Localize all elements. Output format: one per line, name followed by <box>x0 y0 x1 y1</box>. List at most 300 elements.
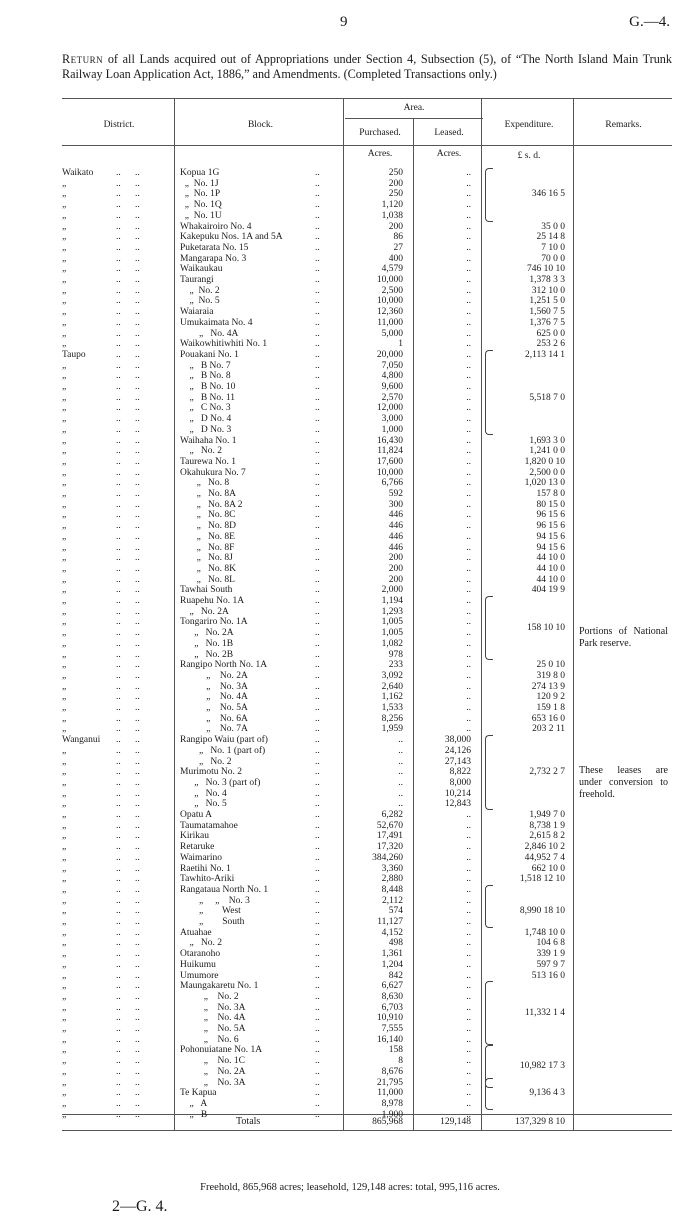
cell-dots2: .. <box>315 724 320 735</box>
expenditure-value: 94 15 6 <box>536 542 565 553</box>
expenditure-value: 312 10 0 <box>531 285 565 296</box>
cell-purchased: .. <box>398 788 403 799</box>
cell-block: Waiaraia <box>180 307 214 318</box>
cell-purchased: 8,256 <box>381 713 403 724</box>
cell-dots1: .. .. <box>116 628 140 639</box>
cell-leased: .. <box>466 232 471 243</box>
cell-purchased: 3,000 <box>381 414 403 425</box>
cell-dist: „ <box>62 307 67 318</box>
grouping-brace <box>485 1078 493 1110</box>
cell-dots1: .. .. <box>116 285 140 296</box>
cell-purchased: 17,320 <box>376 842 403 853</box>
cell-dots2: .. <box>315 467 320 478</box>
cell-leased: .. <box>466 414 471 425</box>
cell-dots2: .. <box>315 478 320 489</box>
cell-block: „ No. 3A <box>180 1077 246 1088</box>
cell-dots1: .. .. <box>116 788 140 799</box>
cell-purchased: 498 <box>388 938 403 949</box>
cell-block: Rangipo Waiu (part of) <box>180 735 268 746</box>
cell-dots1: .. .. <box>116 382 140 392</box>
cell-dist: „ <box>62 189 67 200</box>
cell-block: „ No. 8 <box>180 478 230 489</box>
table-row <box>62 607 672 618</box>
expenditure-value: 253 2 6 <box>536 339 565 350</box>
table-row <box>62 971 672 982</box>
cell-dots2: .. <box>315 949 320 960</box>
cell-leased: .. <box>466 927 471 938</box>
cell-dist: „ <box>62 296 67 307</box>
cell-dots1: .. .. <box>116 414 140 425</box>
expenditure-value: 5,518 7 0 <box>529 392 565 403</box>
cell-block: Tawhai South <box>180 585 233 596</box>
cell-leased: .. <box>466 392 471 403</box>
expenditure-value: 10,982 17 3 <box>519 1061 565 1072</box>
cell-leased: .. <box>466 574 471 585</box>
cell-dist: „ <box>62 649 67 660</box>
table-row <box>62 254 672 265</box>
units-acres-purchased: Acres. <box>367 149 393 159</box>
cell-dots2: .. <box>315 285 320 296</box>
cell-leased: .. <box>466 959 471 970</box>
table-row <box>62 521 672 532</box>
cell-leased: 38,000 <box>444 735 471 746</box>
cell-leased: .. <box>466 970 471 981</box>
cell-dots1: .. .. <box>116 767 140 778</box>
cell-dots2: .. <box>315 242 320 253</box>
totals-expenditure: 137,329 8 10 <box>515 1117 565 1128</box>
cell-dots1: .. .. <box>116 1024 140 1034</box>
table-row <box>62 906 672 917</box>
expenditure-value: 1,376 7 5 <box>529 317 565 328</box>
cell-dots1: .. .. <box>116 884 140 895</box>
cell-dots2: .. <box>315 649 320 660</box>
cell-purchased: 8,978 <box>381 1098 403 1109</box>
cell-dots2: .. <box>315 970 320 981</box>
cell-purchased: 200 <box>388 553 403 564</box>
cell-leased: .. <box>466 349 471 360</box>
expenditure-value: 44,952 7 4 <box>524 852 565 863</box>
expenditure-value: 2,500 0 0 <box>529 467 565 478</box>
cell-leased: .. <box>466 585 471 596</box>
table-row <box>62 243 672 254</box>
cell-dots2: .. <box>315 1109 320 1120</box>
cell-purchased: 16,430 <box>376 435 403 446</box>
cell-leased: .. <box>466 189 471 200</box>
cell-dots1: .. .. <box>116 435 140 446</box>
cell-dots2: .. <box>315 917 320 927</box>
cell-dist: „ <box>62 628 67 639</box>
cell-dots1: .. .. <box>116 1077 140 1088</box>
expenditure-value: 25 0 10 <box>536 660 565 671</box>
cell-dots1: .. .. <box>116 242 140 253</box>
cell-purchased: 446 <box>388 521 403 532</box>
area-subheader-rule <box>345 118 483 119</box>
cell-block: „ B No. 11 <box>180 392 236 403</box>
expenditure-value: 94 15 6 <box>536 531 565 542</box>
cell-purchased: 384,260 <box>372 852 403 863</box>
cell-dots2: .. <box>315 349 320 360</box>
cell-leased: .. <box>466 521 471 532</box>
cell-purchased: 4,579 <box>381 264 403 275</box>
cell-block: „ No. 2 <box>180 756 232 767</box>
cell-dist: „ <box>62 585 67 596</box>
cell-dots1: .. .. <box>116 660 140 671</box>
cell-purchased: 2,000 <box>381 585 403 596</box>
expenditure-value: 2,615 8 2 <box>529 831 565 842</box>
cell-block: Te Kapua <box>180 1088 217 1099</box>
cell-dots1: .. .. <box>116 606 140 617</box>
cell-purchased: 10,000 <box>376 275 403 285</box>
cell-purchased: 446 <box>388 531 403 542</box>
expenditure-value: 1,560 7 5 <box>529 307 565 318</box>
cell-dots1: .. .. <box>116 178 140 189</box>
cell-dots2: .. <box>315 371 320 382</box>
cell-block: Rangipo North No. 1A <box>180 660 268 671</box>
cell-dots1: .. .. <box>116 371 140 382</box>
cell-dots2: .. <box>315 681 320 692</box>
cell-dist: „ <box>62 1109 67 1120</box>
table-row <box>62 810 672 821</box>
cell-dist: „ <box>62 221 67 232</box>
cell-dots2: .. <box>315 521 320 532</box>
cell-dots1: .. .. <box>116 478 140 489</box>
cell-dots1: .. .. <box>116 745 140 756</box>
table-row <box>62 350 672 361</box>
cell-block: „ D No. 3 <box>180 424 232 435</box>
cell-dots2: .. <box>315 553 320 564</box>
cell-purchased: 6,627 <box>381 981 403 992</box>
cell-dots1: .. .. <box>116 275 140 285</box>
cell-purchased: .. <box>398 777 403 788</box>
cell-dist: „ <box>62 756 67 767</box>
cell-purchased: 1,162 <box>381 692 403 703</box>
remark-text: These leases are under conversion to freehold. <box>579 765 668 801</box>
table-row <box>62 885 672 896</box>
cell-block: „ No. 5 <box>180 799 227 810</box>
cell-leased: .. <box>466 339 471 350</box>
cell-block: „ No. 2A <box>180 1066 246 1077</box>
cell-dist: „ <box>62 1098 67 1109</box>
cell-dist: „ <box>62 1077 67 1088</box>
table-row <box>62 692 672 703</box>
cell-block: „ No. 2A <box>180 606 229 617</box>
grouping-brace <box>485 168 493 222</box>
cell-dist: „ <box>62 617 67 628</box>
cell-dist: „ <box>62 981 67 992</box>
expenditure-value: 8,738 1 9 <box>529 820 565 831</box>
cell-dots2: .. <box>315 959 320 970</box>
cell-dots2: .. <box>315 991 320 1002</box>
table-row <box>62 414 672 425</box>
cell-dots2: .. <box>315 296 320 307</box>
cell-leased: .. <box>466 456 471 467</box>
cell-purchased: 17,600 <box>376 456 403 467</box>
cell-block: „ No. 8K <box>180 563 236 574</box>
cell-dist: „ <box>62 596 67 606</box>
cell-dots1: .. .. <box>116 1056 140 1067</box>
cell-dist: „ <box>62 435 67 446</box>
cell-dist: „ <box>62 424 67 435</box>
cell-dots1: .. .. <box>116 489 140 499</box>
cell-leased: 24,126 <box>444 745 471 756</box>
expenditure-value: 96 15 6 <box>536 521 565 532</box>
expenditure-value: 746 10 10 <box>527 264 565 275</box>
header-leased: Leased. <box>434 128 464 138</box>
cell-block: Taumatamahoe <box>180 820 238 831</box>
cell-purchased: 2,880 <box>381 874 403 885</box>
cell-leased: .. <box>466 210 471 221</box>
cell-dist: „ <box>62 542 67 553</box>
cell-block: „ C No. 3 <box>180 403 231 414</box>
cell-leased: .. <box>466 895 471 906</box>
cell-dots1: .. .. <box>116 456 140 467</box>
cell-purchased: 21,795 <box>376 1077 403 1088</box>
cell-leased: .. <box>466 563 471 574</box>
cell-purchased: 11,000 <box>377 317 403 328</box>
cell-block: „ No. 8F <box>180 542 235 553</box>
cell-dots1: .. .. <box>116 307 140 318</box>
cell-block: „ No. 4A <box>180 328 239 339</box>
table-row <box>62 671 672 682</box>
cell-dots2: .. <box>315 382 320 392</box>
summary-footnote: Freehold, 865,968 acres; leasehold, 129,148 acres: total, 995,116 acres. <box>200 1182 500 1193</box>
cell-dots1: .. .. <box>116 1045 140 1056</box>
cell-dist: „ <box>62 467 67 478</box>
cell-dist: „ <box>62 745 67 756</box>
cell-dots2: .. <box>315 574 320 585</box>
cell-purchased: 27 <box>393 242 403 253</box>
table-row <box>62 264 672 275</box>
cell-purchased: 8,448 <box>381 884 403 895</box>
cell-block: Atuahae <box>180 927 212 938</box>
cell-purchased: 158 <box>388 1045 403 1056</box>
units-money: £ s. d. <box>517 151 541 161</box>
expenditure-value: 513 16 0 <box>531 970 565 981</box>
cell-leased: .. <box>466 692 471 703</box>
cell-leased: .. <box>466 1013 471 1024</box>
cell-purchased: 52,670 <box>376 820 403 831</box>
cell-purchased: 1,204 <box>381 959 403 970</box>
cell-leased: .. <box>466 703 471 713</box>
cell-purchased: 10,910 <box>376 1013 403 1024</box>
cell-dist: „ <box>62 456 67 467</box>
expenditure-value: 319 8 0 <box>536 670 565 681</box>
totals-purchased: 865,968 <box>372 1117 403 1128</box>
cell-purchased: 400 <box>388 253 403 264</box>
cell-purchased: 10,000 <box>376 467 403 478</box>
table-row <box>62 660 672 671</box>
cell-dots1: .. .. <box>116 200 140 211</box>
table-row <box>62 361 672 372</box>
cell-dots2: .. <box>315 606 320 617</box>
cell-block: „ B No. 8 <box>180 371 231 382</box>
cell-dist: „ <box>62 949 67 960</box>
cell-purchased: 86 <box>393 232 403 243</box>
cell-dots1: .. .. <box>116 253 140 264</box>
cell-dots2: .. <box>315 403 320 414</box>
cell-dots1: .. .. <box>116 296 140 307</box>
cell-leased: .. <box>466 221 471 232</box>
cell-dots2: .. <box>315 831 320 842</box>
cell-purchased: 11,824 <box>377 446 403 457</box>
cell-purchased: 1,194 <box>381 596 403 606</box>
cell-leased: .. <box>466 1077 471 1088</box>
cell-purchased: 6,703 <box>381 1002 403 1013</box>
cell-dots1: .. .. <box>116 328 140 339</box>
expenditure-value: 70 0 0 <box>541 253 565 264</box>
header-area: Area. <box>403 103 425 113</box>
expenditure-value: 653 16 0 <box>531 713 565 724</box>
cell-dots1: .. .. <box>116 585 140 596</box>
cell-dist: „ <box>62 638 67 649</box>
table-row <box>62 703 672 714</box>
cell-dots2: .. <box>315 1045 320 1056</box>
expenditure-value: 274 13 9 <box>531 681 565 692</box>
cell-dots2: .. <box>315 168 320 178</box>
cell-dots1: .. .. <box>116 906 140 917</box>
cell-dots2: .. <box>315 660 320 671</box>
table-row <box>62 1024 672 1035</box>
cell-dist: „ <box>62 884 67 895</box>
header-purchased: Purchased. <box>359 128 401 138</box>
cell-purchased: 3,360 <box>381 863 403 874</box>
cell-dots2: .. <box>315 810 320 820</box>
table-row <box>62 1088 672 1099</box>
table-row <box>62 179 672 190</box>
cell-dist: „ <box>62 242 67 253</box>
cell-block: „ No. 2 <box>180 285 220 296</box>
cell-dots1: .. .. <box>116 264 140 275</box>
cell-dots2: .. <box>315 1002 320 1013</box>
cell-leased: .. <box>466 638 471 649</box>
cell-dots1: .. .. <box>116 467 140 478</box>
cell-leased: 8,822 <box>449 767 471 778</box>
expenditure-value: 44 10 0 <box>536 563 565 574</box>
cell-block: „ No. 4 <box>180 788 227 799</box>
cell-dots2: .. <box>315 756 320 767</box>
expenditure-value: 157 8 0 <box>536 489 565 499</box>
table-row <box>62 596 672 607</box>
cell-dist: „ <box>62 788 67 799</box>
cell-dots2: .. <box>315 424 320 435</box>
expenditure-value: 404 19 9 <box>531 585 565 596</box>
cell-block: Umumore <box>180 970 219 981</box>
cell-purchased: 5,000 <box>381 328 403 339</box>
cell-purchased: 2,112 <box>381 895 403 906</box>
cell-purchased: 6,766 <box>381 478 403 489</box>
cell-block: „ No. 5A <box>180 1024 246 1034</box>
cell-dist: „ <box>62 767 67 778</box>
document-ref: G.—4. <box>629 14 670 30</box>
expenditure-value: 159 1 8 <box>536 703 565 713</box>
cell-dots2: .. <box>315 360 320 371</box>
cell-dist: „ <box>62 392 67 403</box>
title-lead: Return <box>62 52 104 66</box>
cell-purchased: 592 <box>388 489 403 499</box>
cell-block: „ No. 7A <box>180 724 248 735</box>
cell-dots1: .. .. <box>116 221 140 232</box>
table-row <box>62 1003 672 1014</box>
cell-dots1: .. .. <box>116 553 140 564</box>
cell-dots1: .. .. <box>116 713 140 724</box>
cell-dots2: .. <box>315 275 320 285</box>
cell-dots1: .. .. <box>116 777 140 788</box>
cell-dist: „ <box>62 253 67 264</box>
cell-dist: „ <box>62 906 67 917</box>
cell-dist: „ <box>62 917 67 927</box>
cell-leased: .. <box>466 1088 471 1099</box>
table-row <box>62 468 672 479</box>
cell-purchased: 16,140 <box>376 1034 403 1045</box>
cell-dist: „ <box>62 478 67 489</box>
cell-dist: Taupo <box>62 349 86 360</box>
cell-purchased: 8,630 <box>381 991 403 1002</box>
table-row <box>62 1067 672 1078</box>
expenditure-value: 1,693 3 0 <box>529 435 565 446</box>
cell-leased: .. <box>466 1045 471 1056</box>
table-row <box>62 949 672 960</box>
cell-block: Whakairoiro No. 4 <box>180 221 252 232</box>
cell-block: „ No. 2 <box>180 991 239 1002</box>
table-row <box>62 200 672 211</box>
table-row <box>62 960 672 971</box>
cell-dots2: .. <box>315 1098 320 1109</box>
cell-leased: .. <box>466 917 471 927</box>
cell-purchased: 250 <box>388 168 403 178</box>
cell-dist: „ <box>62 970 67 981</box>
cell-dots2: .. <box>315 670 320 681</box>
table-row <box>62 510 672 521</box>
cell-dots2: .. <box>315 307 320 318</box>
cell-leased: .. <box>466 489 471 499</box>
table-row <box>62 864 672 875</box>
cell-dots1: .. .. <box>116 681 140 692</box>
expenditure-value: 104 6 8 <box>536 938 565 949</box>
cell-dist: Waikato <box>62 168 94 178</box>
cell-leased: .. <box>466 1056 471 1067</box>
cell-leased: 8,000 <box>449 777 471 788</box>
cell-dots1: .. .. <box>116 499 140 510</box>
header-top-rule <box>62 98 672 99</box>
cell-leased: .. <box>466 1066 471 1077</box>
cell-dots1: .. .. <box>116 703 140 713</box>
cell-dots1: .. .. <box>116 574 140 585</box>
cell-dots1: .. .. <box>116 649 140 660</box>
cell-block: „ „ No. 3 <box>180 895 250 906</box>
table-row <box>62 1013 672 1024</box>
cell-dots2: .. <box>315 563 320 574</box>
cell-dist: „ <box>62 820 67 831</box>
cell-block: „ No. 8J <box>180 553 233 564</box>
cell-dots2: .. <box>315 863 320 874</box>
cell-dots1: .. .. <box>116 874 140 885</box>
cell-leased: .. <box>466 328 471 339</box>
cell-block: „ No. 8L <box>180 574 235 585</box>
cell-dots2: .. <box>315 317 320 328</box>
cell-dist: „ <box>62 200 67 211</box>
cell-dots2: .. <box>315 328 320 339</box>
expenditure-value: 1,378 3 3 <box>529 275 565 285</box>
expenditure-value: 597 9 7 <box>536 959 565 970</box>
table-row <box>62 992 672 1003</box>
table-row <box>62 1078 672 1089</box>
cell-block: Kirikau <box>180 831 210 842</box>
table-row <box>62 650 672 661</box>
cell-dots1: .. .. <box>116 424 140 435</box>
table-row <box>62 1099 672 1110</box>
cell-dots1: .. .. <box>116 756 140 767</box>
cell-dots1: .. .. <box>116 799 140 810</box>
